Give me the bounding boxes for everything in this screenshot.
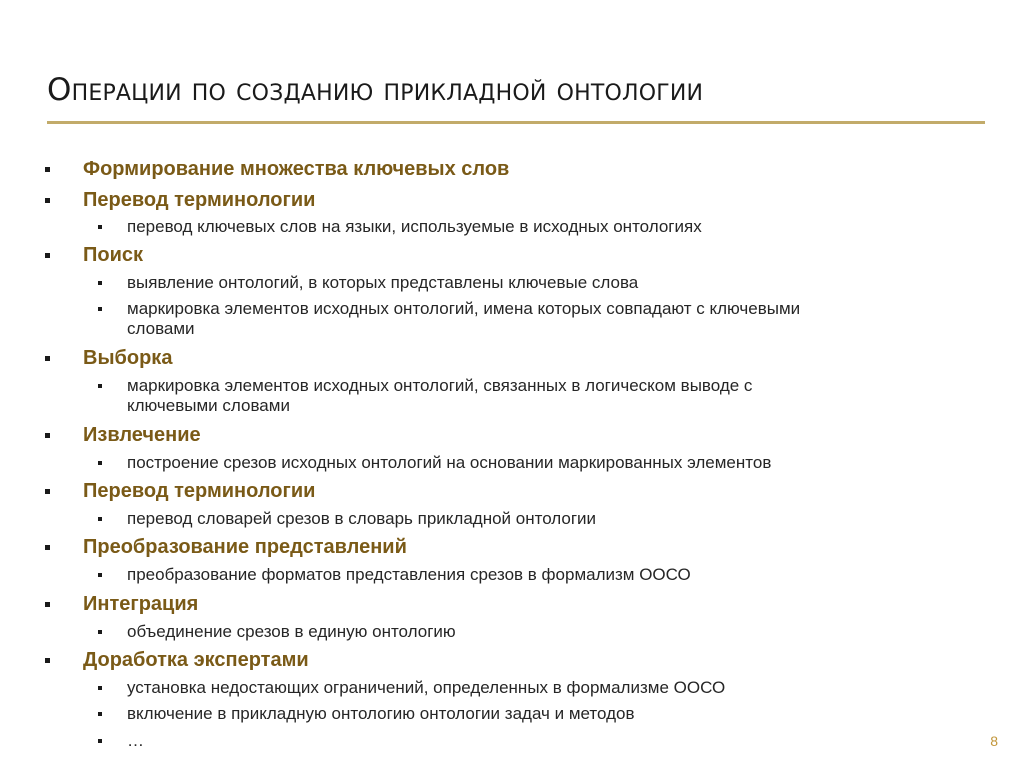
sub-list-item-text: маркировка элементов исходных онтологий, имена которых совпадают с ключевыми bbox=[127, 299, 801, 318]
list-item-text: Преобразование представлений bbox=[83, 536, 407, 558]
sub-list-item-text: включение в прикладную онтологию онтологии задач и методов bbox=[127, 704, 635, 723]
sub-list-item-text: перевод словарей срезов в словарь прикладной онтологии bbox=[127, 509, 597, 528]
bullet-icon bbox=[98, 461, 102, 465]
bullet-icon bbox=[98, 517, 102, 521]
list-item-text: Доработка экспертами bbox=[83, 649, 309, 671]
list-item-text: Извлечение bbox=[83, 424, 201, 446]
bullet-icon bbox=[98, 739, 102, 743]
sub-list-item-text: объединение срезов в единую онтологию bbox=[127, 622, 456, 641]
bullet-icon bbox=[45, 658, 50, 663]
sub-list-item-text: ключевыми словами bbox=[127, 396, 290, 415]
bullet-icon bbox=[45, 433, 50, 438]
list-item-text: Выборка bbox=[83, 347, 173, 369]
bullet-icon bbox=[98, 281, 102, 285]
list-item-text: Перевод терминологии bbox=[83, 189, 316, 211]
sub-list-item-text: построение срезов исходных онтологий на основании маркированных элементов bbox=[127, 453, 772, 472]
bullet-icon bbox=[98, 573, 102, 577]
sub-list-item-text: маркировка элементов исходных онтологий, связанных в логическом выводе с bbox=[127, 376, 753, 395]
bullet-icon bbox=[98, 307, 102, 311]
sub-list-item-text: выявление онтологий, в которых представлены ключевые слова bbox=[127, 273, 639, 292]
bullet-icon bbox=[45, 253, 50, 258]
list-item-text: Формирование множества ключевых слов bbox=[83, 158, 510, 180]
list-item-text: Интеграция bbox=[83, 593, 199, 615]
sub-list-item-text: перевод ключевых слов на языки, используемые в исходных онтологиях bbox=[127, 217, 702, 236]
bullet-icon bbox=[98, 712, 102, 716]
list-item-text: Перевод терминологии bbox=[83, 480, 316, 502]
sub-list-item-text: преобразование форматов представления срезов в формализм ООСО bbox=[127, 565, 691, 584]
bullet-icon bbox=[45, 356, 50, 361]
bullet-icon bbox=[45, 489, 50, 494]
sub-list-item-text: установка недостающих ограничений, определенных в формализме ООСО bbox=[127, 678, 726, 697]
sub-list-item-text: … bbox=[127, 731, 144, 750]
bullet-icon bbox=[45, 167, 50, 172]
bullet-icon bbox=[98, 686, 102, 690]
sub-list-item-text: словами bbox=[127, 319, 195, 338]
bullet-icon bbox=[98, 384, 102, 388]
page-number: 8 bbox=[990, 733, 998, 749]
bullet-icon bbox=[45, 545, 50, 550]
list-item-text: Поиск bbox=[83, 244, 144, 266]
slide-title: Операции по созданию прикладной онтологии bbox=[47, 72, 704, 108]
bullet-icon bbox=[98, 225, 102, 229]
bullet-icon bbox=[98, 630, 102, 634]
bullet-icon bbox=[45, 198, 50, 203]
bullet-icon bbox=[45, 602, 50, 607]
